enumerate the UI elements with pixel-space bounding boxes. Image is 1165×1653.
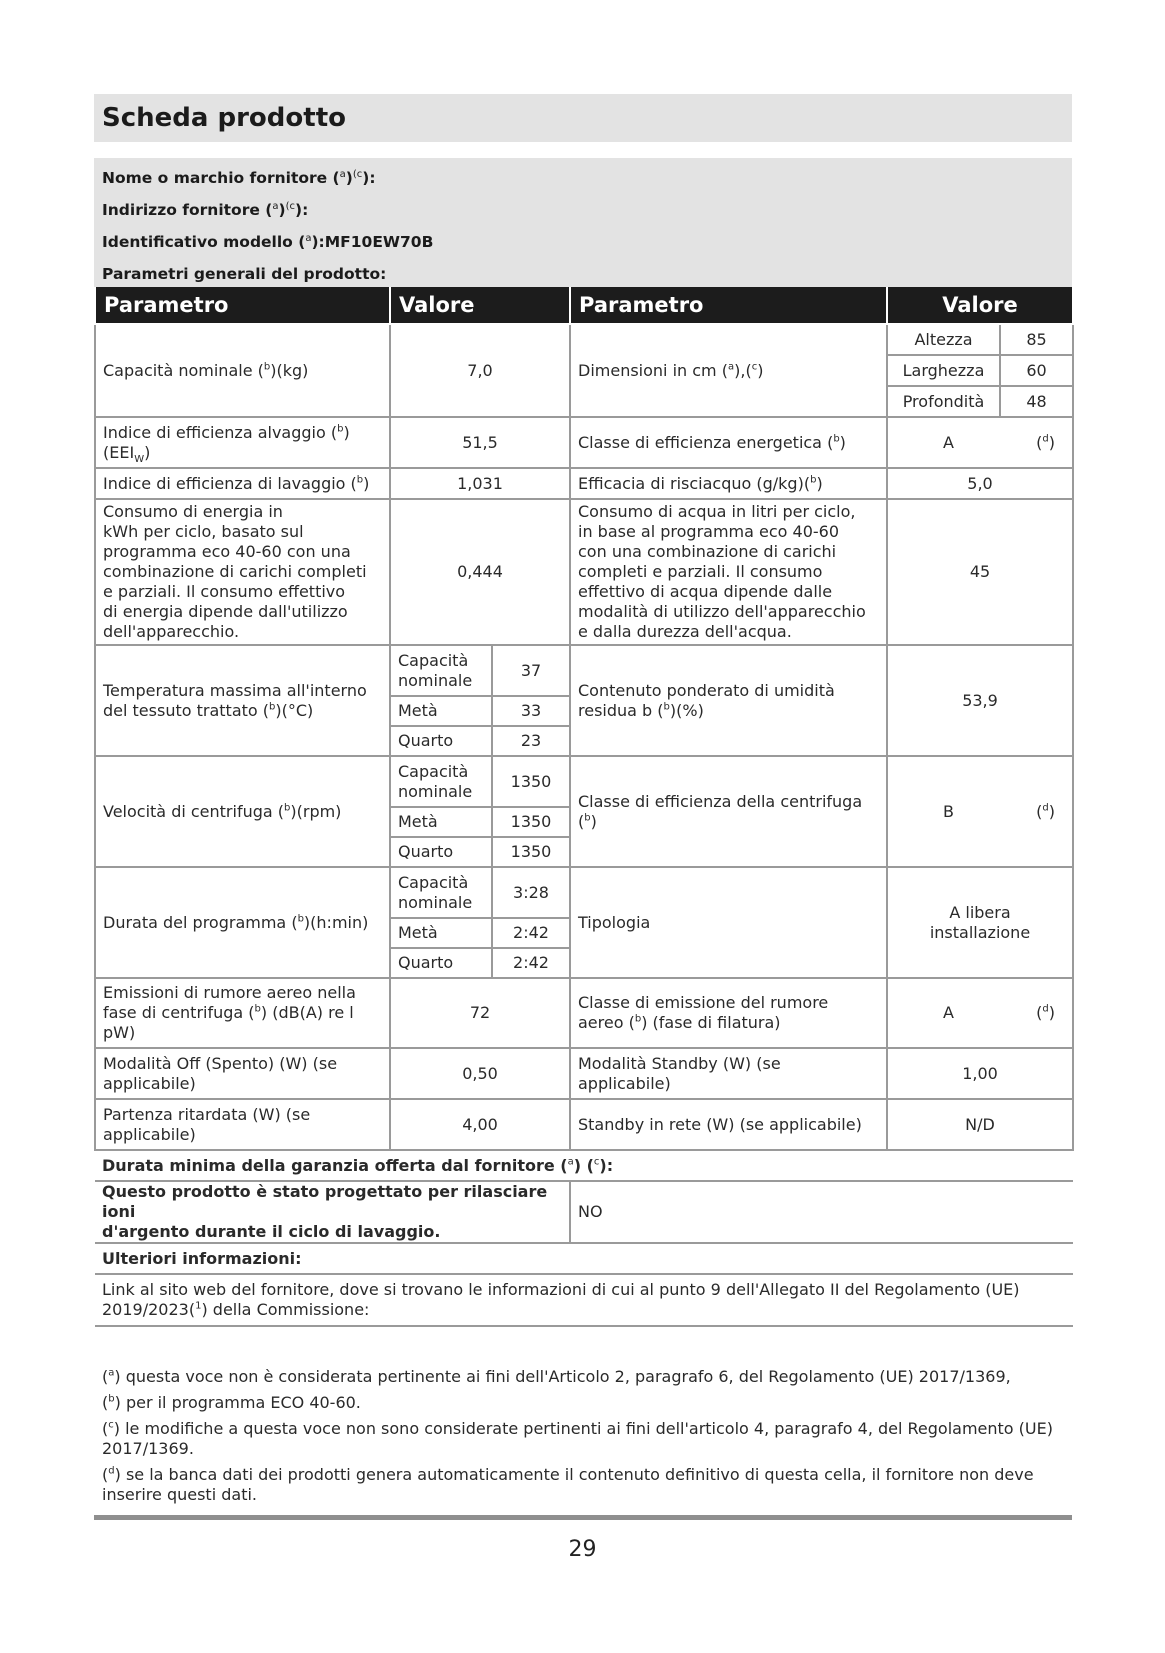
- spin-speed-half-label: Metà: [390, 807, 492, 837]
- duration-half-value: 2:42: [492, 918, 570, 948]
- drying-index-label: Indice di efficienza alvaggio ($^b$) $(EEI_W)$: [95, 417, 390, 468]
- duration-full-value: 3:28: [492, 867, 570, 918]
- standby-label: Modalità Standby (W) (se applicabile): [570, 1048, 887, 1099]
- washing-index-label: Indice di efficienza di lavaggio ($^b$): [95, 468, 390, 499]
- duration-quarter-label: Quarto: [390, 948, 492, 978]
- off-mode-label: Modalità Off (Spento) (W) (se applicabile): [95, 1048, 390, 1099]
- table-row: [95, 499, 1073, 645]
- temperature-full-label: Capacità nominale: [390, 645, 492, 696]
- table-row: [95, 1150, 1073, 1181]
- column-header-value: Valore: [390, 287, 570, 324]
- temperature-quarter-value: 23: [492, 726, 570, 756]
- table-row: [95, 468, 1073, 499]
- network-standby-value: N/D: [887, 1099, 1073, 1150]
- product-parameters-table: [94, 287, 1074, 1327]
- spin-speed-full-label: Capacità nominale: [390, 756, 492, 807]
- temperature-label: Temperatura massima all'interno del tessuto trattato ($^b$)(°C): [95, 645, 390, 756]
- rinse-value: 5,0: [887, 468, 1073, 499]
- duration-half-label: Metà: [390, 918, 492, 948]
- dimension-width-value: 60: [1000, 355, 1073, 386]
- header-block: [94, 158, 1072, 287]
- silver-ions-value: NO: [570, 1181, 1073, 1243]
- table-row: [95, 1243, 1073, 1274]
- drying-index-value: 51,5: [390, 417, 570, 468]
- water-consumption-value: 45: [887, 499, 1073, 645]
- column-header-value-2: Valore: [887, 287, 1073, 324]
- delay-start-label: Partenza ritardata (W) (se applicabile): [95, 1099, 390, 1150]
- dimension-depth-label: Profondità: [887, 386, 1000, 417]
- spin-speed-quarter-value: 1350: [492, 837, 570, 867]
- washing-index-value: 1,031: [390, 468, 570, 499]
- noise-label: Emissioni di rumore aereo nella fase di centrifuga ($^b$) (dB(A) re l pW): [95, 978, 390, 1048]
- duration-label: Durata del programma ($^b$)(h:min): [95, 867, 390, 978]
- footnotes: [94, 1361, 1072, 1511]
- standby-value: 1,00: [887, 1048, 1073, 1099]
- energy-class-value: A ($^d$): [887, 417, 1073, 468]
- page-title: Scheda prodotto: [94, 94, 1072, 142]
- page-number: 29: [568, 1537, 597, 1562]
- energy-class-label: Classe di efficienza energetica ($^b$): [570, 417, 887, 468]
- supplier-address-line: Indirizzo fornitore $(^a)^{(c}$):: [102, 200, 309, 219]
- further-info-heading: Ulteriori informazioni:: [95, 1243, 1073, 1274]
- dimension-depth-value: 48: [1000, 386, 1073, 417]
- footnote-d: ($^d$) se la banca dati dei prodotti genera automaticamente il contenuto definitivo di questa cella, il fornitore non deve inserire questi dati.: [102, 1465, 1034, 1504]
- off-mode-value: 0,50: [390, 1048, 570, 1099]
- table-row: [95, 756, 1073, 807]
- type-label: Tipologia: [570, 867, 887, 978]
- capacity-value: 7,0: [390, 324, 570, 417]
- spin-speed-full-value: 1350: [492, 756, 570, 807]
- supplier-website-link-text: Link al sito web del fornitore, dove si trovano le informazioni di cui al punto 9 dell'Allegato II del Regolamento (UE) 2019/2023($^1$) della Commissione:: [95, 1274, 1073, 1326]
- moisture-value: 53,9: [887, 645, 1073, 756]
- delay-start-value: 4,00: [390, 1099, 570, 1150]
- table-header-row: [95, 287, 1073, 324]
- warranty-row: Durata minima della garanzia offerta dal fornitore ($^a$) ($^c$):: [95, 1150, 1073, 1181]
- footnote-c: ($^c$) le modifiche a questa voce non sono considerate pertinenti ai fini dell'articolo 4, paragrafo 4, del Regolamento (UE) 2017/1369.: [102, 1419, 1053, 1458]
- temperature-full-value: 37: [492, 645, 570, 696]
- dimension-height-value: 85: [1000, 324, 1073, 355]
- spin-speed-quarter-label: Quarto: [390, 837, 492, 867]
- noise-class-value: A ($^d$): [887, 978, 1073, 1048]
- footnote-a: ($^a$) questa voce non è considerata pertinente ai fini dell'Articolo 2, paragrafo 6, del Regolamento (UE) 2017/1369,: [102, 1367, 1011, 1386]
- rinse-label: Efficacia di risciacquo (g/kg)($^b$): [570, 468, 887, 499]
- table-row: [95, 324, 1073, 355]
- table-row: [95, 1048, 1073, 1099]
- spin-speed-half-value: 1350: [492, 807, 570, 837]
- water-consumption-label: Consumo di acqua in litri per ciclo, in base al programma eco 40-60 con una combinazione di carichi completi e parziali. Il consumo effettivo di acqua dipende dalle modalità di utilizzo dell'apparecchio e dalla durezza dell'acqua.: [570, 499, 887, 645]
- type-value: A libera installazione: [887, 867, 1073, 978]
- temperature-quarter-label: Quarto: [390, 726, 492, 756]
- network-standby-label: Standby in rete (W) (se applicabile): [570, 1099, 887, 1150]
- energy-consumption-value: 0,444: [390, 499, 570, 645]
- table-row: [95, 1274, 1073, 1326]
- model-identifier-line: Identificativo modello ($^a$):MF10EW70B: [102, 232, 434, 251]
- dimension-width-label: Larghezza: [887, 355, 1000, 386]
- capacity-label: Capacità nominale ($^b$)(kg): [95, 324, 390, 417]
- temperature-half-label: Metà: [390, 696, 492, 726]
- table-row: [95, 645, 1073, 696]
- spin-speed-label: Velocità di centrifuga ($^b$)(rpm): [95, 756, 390, 867]
- moisture-label: Contenuto ponderato di umidità residua b ($^b$)(%): [570, 645, 887, 756]
- duration-quarter-value: 2:42: [492, 948, 570, 978]
- silver-ions-label: Questo prodotto è stato progettato per rilasciare ioni d'argento durante il ciclo di lavaggio.: [95, 1181, 570, 1243]
- dimension-height-label: Altezza: [887, 324, 1000, 355]
- dimensions-label: Dimensioni in cm ($^a$),($^c$): [570, 324, 887, 417]
- duration-full-label: Capacità nominale: [390, 867, 492, 918]
- supplier-name-line: Nome o marchio fornitore $(^a)^{(c}$):: [102, 168, 376, 187]
- temperature-half-value: 33: [492, 696, 570, 726]
- noise-value: 72: [390, 978, 570, 1048]
- table-row: [95, 1181, 1073, 1243]
- column-header-parameter-2: Parametro: [570, 287, 887, 324]
- spin-class-value: B ($^d$): [887, 756, 1073, 867]
- column-header-parameter: Parametro: [95, 287, 390, 324]
- footnote-b: ($^b$) per il programma ECO 40-60.: [102, 1393, 361, 1412]
- model-identifier-value: MF10EW70B: [324, 233, 434, 251]
- energy-consumption-label: Consumo di energia in kWh per ciclo, basato sul programma eco 40-60 con una combinazione di carichi completi e parziali. Il consumo effettivo di energia dipende dall'utilizzo dell'apparecchio.: [95, 499, 390, 645]
- noise-class-label: Classe di emissione del rumore aereo ($^b$) (fase di filatura): [570, 978, 887, 1048]
- table-row: [95, 1099, 1073, 1150]
- table-row: [95, 417, 1073, 468]
- table-row: [95, 978, 1073, 1048]
- general-parameters-heading: Parametri generali del prodotto:: [102, 265, 387, 283]
- table-row: [95, 867, 1073, 918]
- spin-class-label: Classe di efficienza della centrifuga ($^b$): [570, 756, 887, 867]
- bottom-divider: [94, 1515, 1072, 1520]
